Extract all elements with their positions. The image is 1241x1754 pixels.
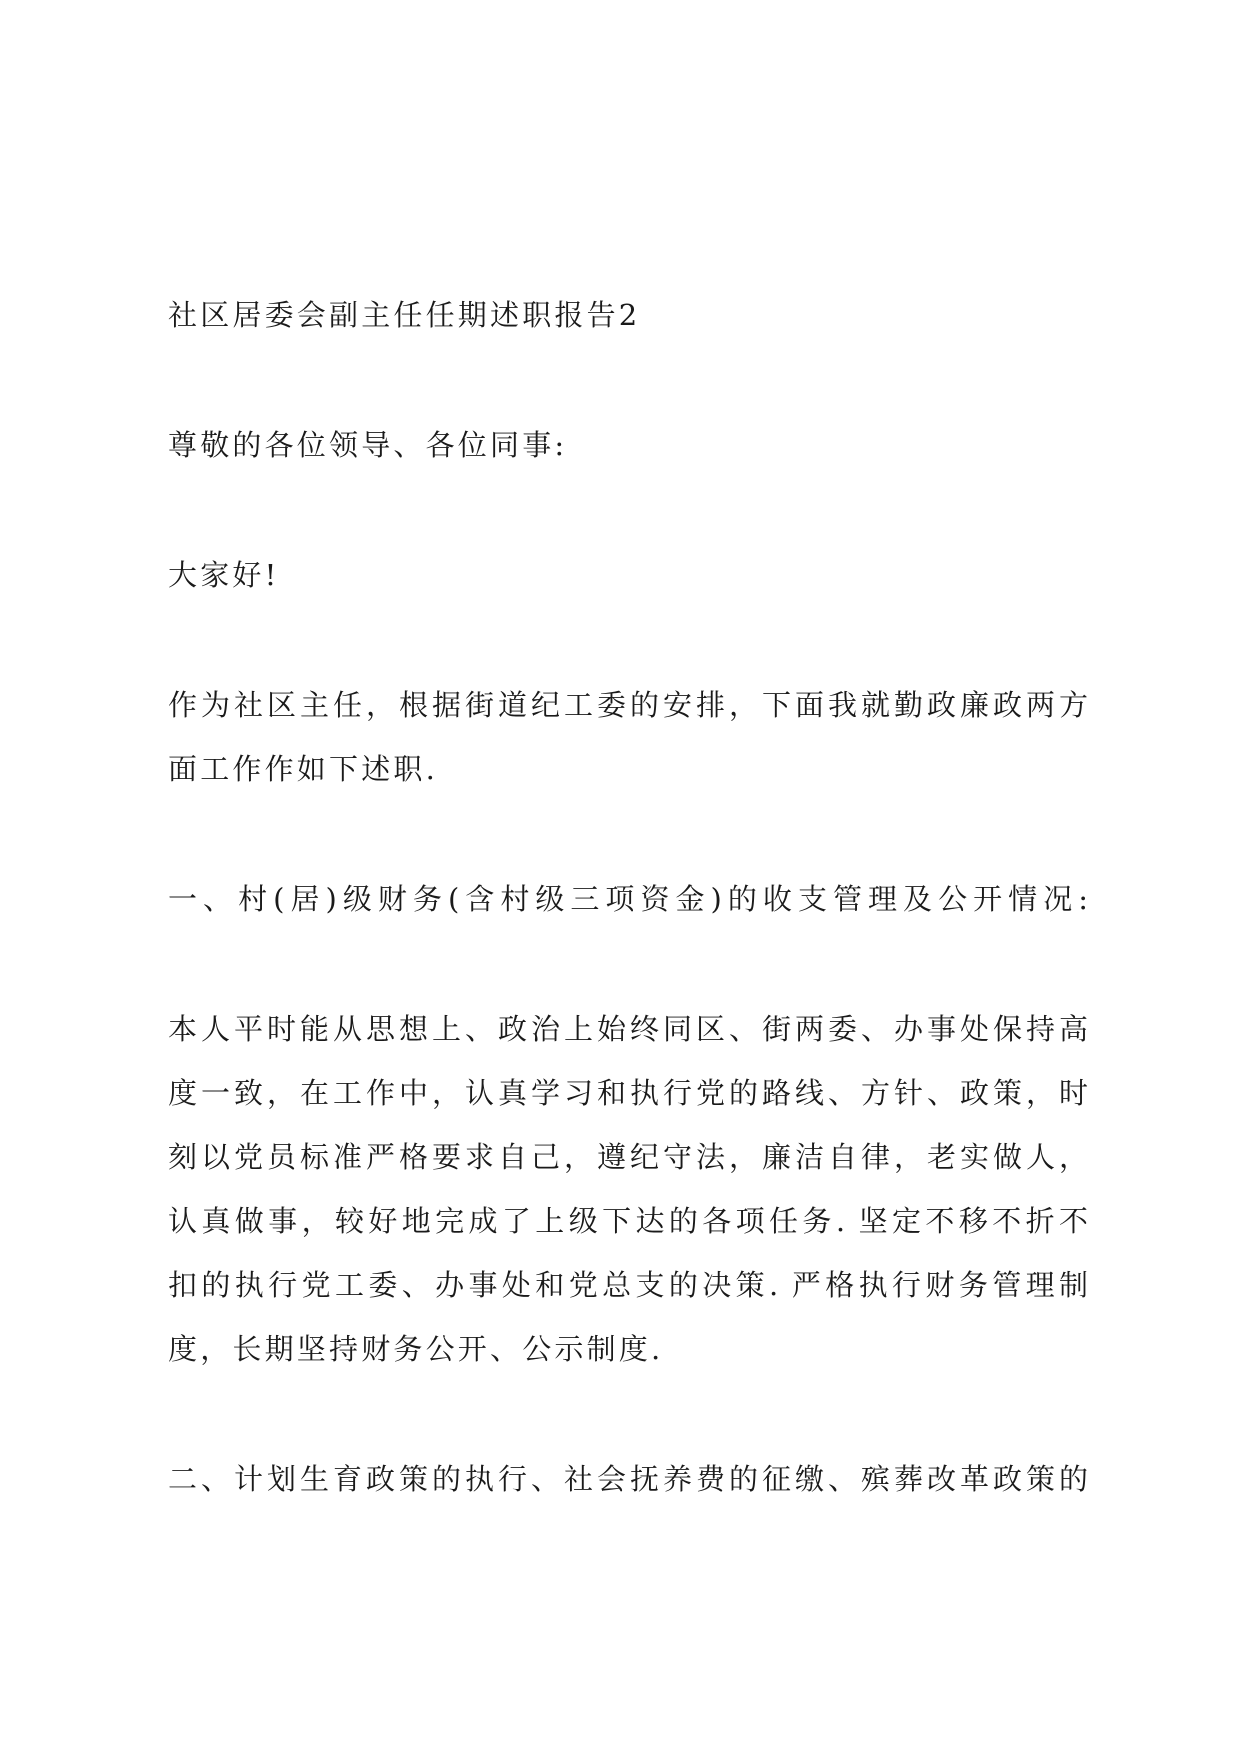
section-1-line-3: 刻以党员标准严格要求自己，遵纪守法，廉洁自律，老实做人， [168,1140,1088,1174]
section-1-line-4: 认真做事，较好地完成了上级下达的各项任务. 坚定不移不折不 [168,1204,1088,1238]
section-1-line-6: 度，长期坚持财务公开、公示制度. [168,1332,664,1366]
section-1-heading: 一、村(居)级财务(含村级三项资金)的收支管理及公开情况: [168,882,1088,916]
intro-line-2: 面工作作如下述职. [168,752,439,786]
intro-line-1: 作为社区主任，根据街道纪工委的安排，下面我就勤政廉政两方 [168,688,1088,722]
greeting: 大家好! [168,558,280,592]
section-1-line-2: 度一致，在工作中，认真学习和执行党的路线、方针、政策，时 [168,1076,1088,1110]
section-2-heading: 二、计划生育政策的执行、社会抚养费的征缴、殡葬改革政策的 [168,1462,1088,1496]
section-1-line-5: 扣的执行党工委、办事处和党总支的决策. 严格执行财务管理制 [168,1268,1088,1302]
section-1-line-1: 本人平时能从思想上、政治上始终同区、街两委、办事处保持高 [168,1012,1088,1046]
document-title: 社区居委会副主任任期述职报告2 [168,298,641,332]
salutation: 尊敬的各位领导、各位同事: [168,428,568,462]
